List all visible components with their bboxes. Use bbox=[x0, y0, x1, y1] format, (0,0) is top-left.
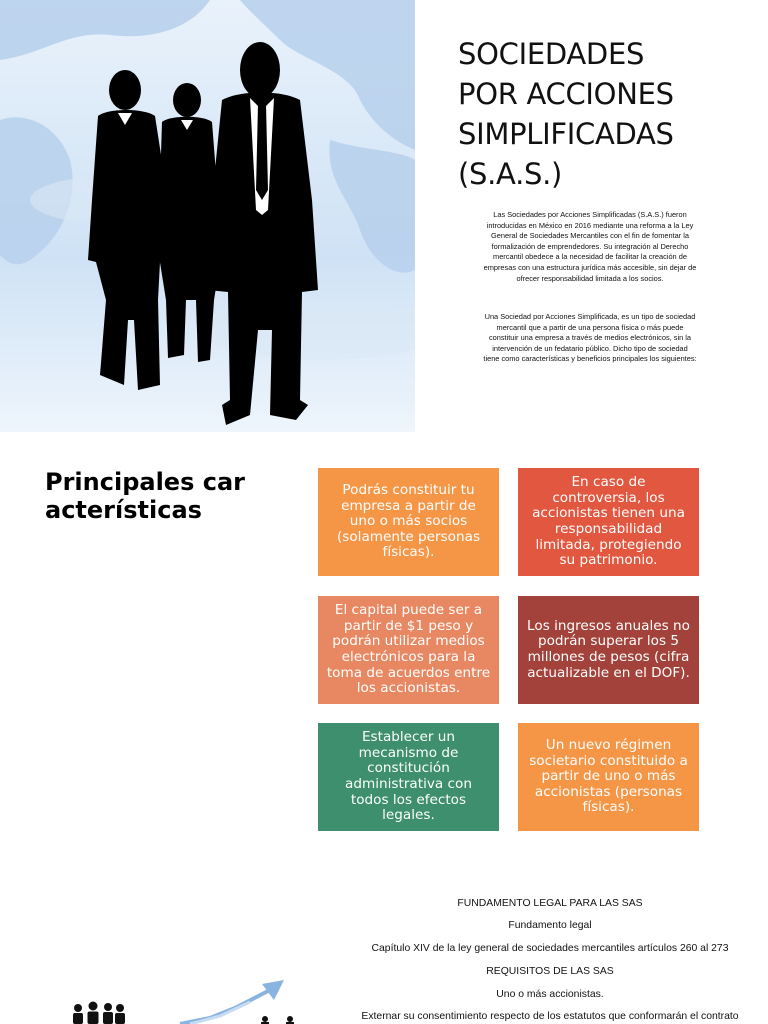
intro-line: mercantil obedece a la necesidad de facilitar la creación de bbox=[493, 252, 687, 262]
intro-line: Las Sociedades por Acciones Simplificadas (S.A.S.) fueron bbox=[493, 210, 687, 219]
card-line: partir de $1 peso y bbox=[343, 617, 474, 634]
intro-paragraph-2 bbox=[450, 312, 730, 365]
page-title bbox=[458, 34, 748, 194]
card-line: los accionistas. bbox=[356, 680, 461, 697]
legal-heading: FUNDAMENTO LEGAL PARA LAS SAS bbox=[457, 898, 643, 909]
card-line: Un nuevo régimen bbox=[545, 737, 672, 754]
title-line: SIMPLIFICADAS bbox=[458, 117, 674, 151]
intro-line: mercantil que a partir de una persona física o más puede bbox=[496, 322, 684, 332]
growth-arrow-illustration bbox=[60, 978, 310, 1024]
requirements-heading: REQUISITOS DE LAS SAS bbox=[486, 966, 614, 977]
card-line: accionistas tienen una bbox=[532, 505, 685, 522]
intro-line: introducidas en México en 2016 mediante una reforma a la Ley bbox=[486, 220, 694, 230]
card-line: físicas). bbox=[382, 544, 435, 561]
card-line: millones de pesos (cifra bbox=[527, 649, 690, 665]
card-line: accionistas (personas bbox=[534, 783, 683, 800]
title-line: POR ACCIONES bbox=[458, 77, 674, 111]
feature-card-6 bbox=[518, 723, 699, 831]
requirement-item: Uno o más accionistas. bbox=[496, 989, 604, 1000]
intro-line: General de Sociedades Mercantiles con el fin de fomentar la bbox=[490, 231, 690, 241]
intro-line: empresas con una estructura jurídica más accesible, sin dejar de bbox=[483, 262, 697, 272]
legal-text: Capítulo XIV de la ley general de sociedades mercantiles artículos 260 al 273 bbox=[371, 943, 729, 954]
card-line: podrán utilizar medios bbox=[332, 633, 485, 650]
title-line: SOCIEDADES bbox=[458, 37, 645, 71]
card-line: electrónicos para la bbox=[341, 649, 476, 665]
card-line: legales. bbox=[382, 807, 435, 824]
intro-paragraph-1 bbox=[450, 210, 730, 284]
intro-line: constituir una empresa a través de medios electrónicos, sin la bbox=[488, 333, 692, 343]
feature-card-2 bbox=[518, 468, 699, 576]
intro-line: formalización de emprendedores. Su integración al Derecho bbox=[491, 241, 689, 251]
features-heading: Principales características bbox=[45, 468, 245, 524]
feature-card-3 bbox=[318, 596, 499, 704]
card-line: Establecer un bbox=[361, 729, 456, 746]
legal-subheading: Fundamento legal bbox=[508, 920, 592, 931]
feature-card-5 bbox=[318, 723, 499, 831]
intro-line: Una Sociedad por Acciones Simplificada, es un tipo de sociedad bbox=[484, 312, 696, 321]
feature-card-4 bbox=[518, 596, 699, 704]
card-line: El capital puede ser a bbox=[334, 602, 483, 619]
card-line: podrán superar los 5 bbox=[537, 633, 680, 650]
card-line: toma de acuerdos entre bbox=[326, 664, 491, 681]
hero-businessmen-image bbox=[0, 0, 415, 432]
card-line: uno o más socios bbox=[349, 513, 468, 530]
card-line: actualizable en el DOF). bbox=[527, 664, 690, 681]
card-line: partir de uno o más bbox=[541, 768, 676, 785]
card-line: societario constituido a bbox=[529, 752, 688, 769]
card-line: En caso de bbox=[571, 474, 646, 491]
card-line: (solamente personas bbox=[336, 528, 481, 545]
card-line: controversia, los bbox=[552, 489, 665, 506]
card-line: Podrás constituir tu bbox=[342, 482, 475, 499]
card-line: constitución bbox=[367, 760, 450, 777]
intro-line: ofrecer responsabilidad limitada a los socios. bbox=[516, 273, 664, 283]
intro-line: tiene como características y beneficios principales los siguientes: bbox=[483, 354, 697, 364]
card-line: físicas). bbox=[582, 799, 635, 816]
card-line: su patrimonio. bbox=[559, 552, 658, 569]
feature-card-1 bbox=[318, 468, 499, 576]
card-line: empresa a partir de bbox=[341, 497, 476, 514]
card-line: mecanismo de bbox=[358, 744, 459, 761]
requirement-item: Externar su consentimiento respecto de los estatutos que conformarán el contrato bbox=[361, 1011, 739, 1022]
intro-line: intervención de un fedatario público. Dicho tipo de sociedad bbox=[492, 343, 688, 353]
card-line: responsabilidad bbox=[554, 521, 663, 537]
card-line: Los ingresos anuales no bbox=[527, 617, 690, 634]
card-line: todos los efectos bbox=[350, 791, 467, 808]
title-line: (S.A.S.) bbox=[458, 157, 563, 191]
card-line: limitada, protegiendo bbox=[535, 536, 682, 553]
card-line: administrativa con bbox=[345, 776, 472, 792]
